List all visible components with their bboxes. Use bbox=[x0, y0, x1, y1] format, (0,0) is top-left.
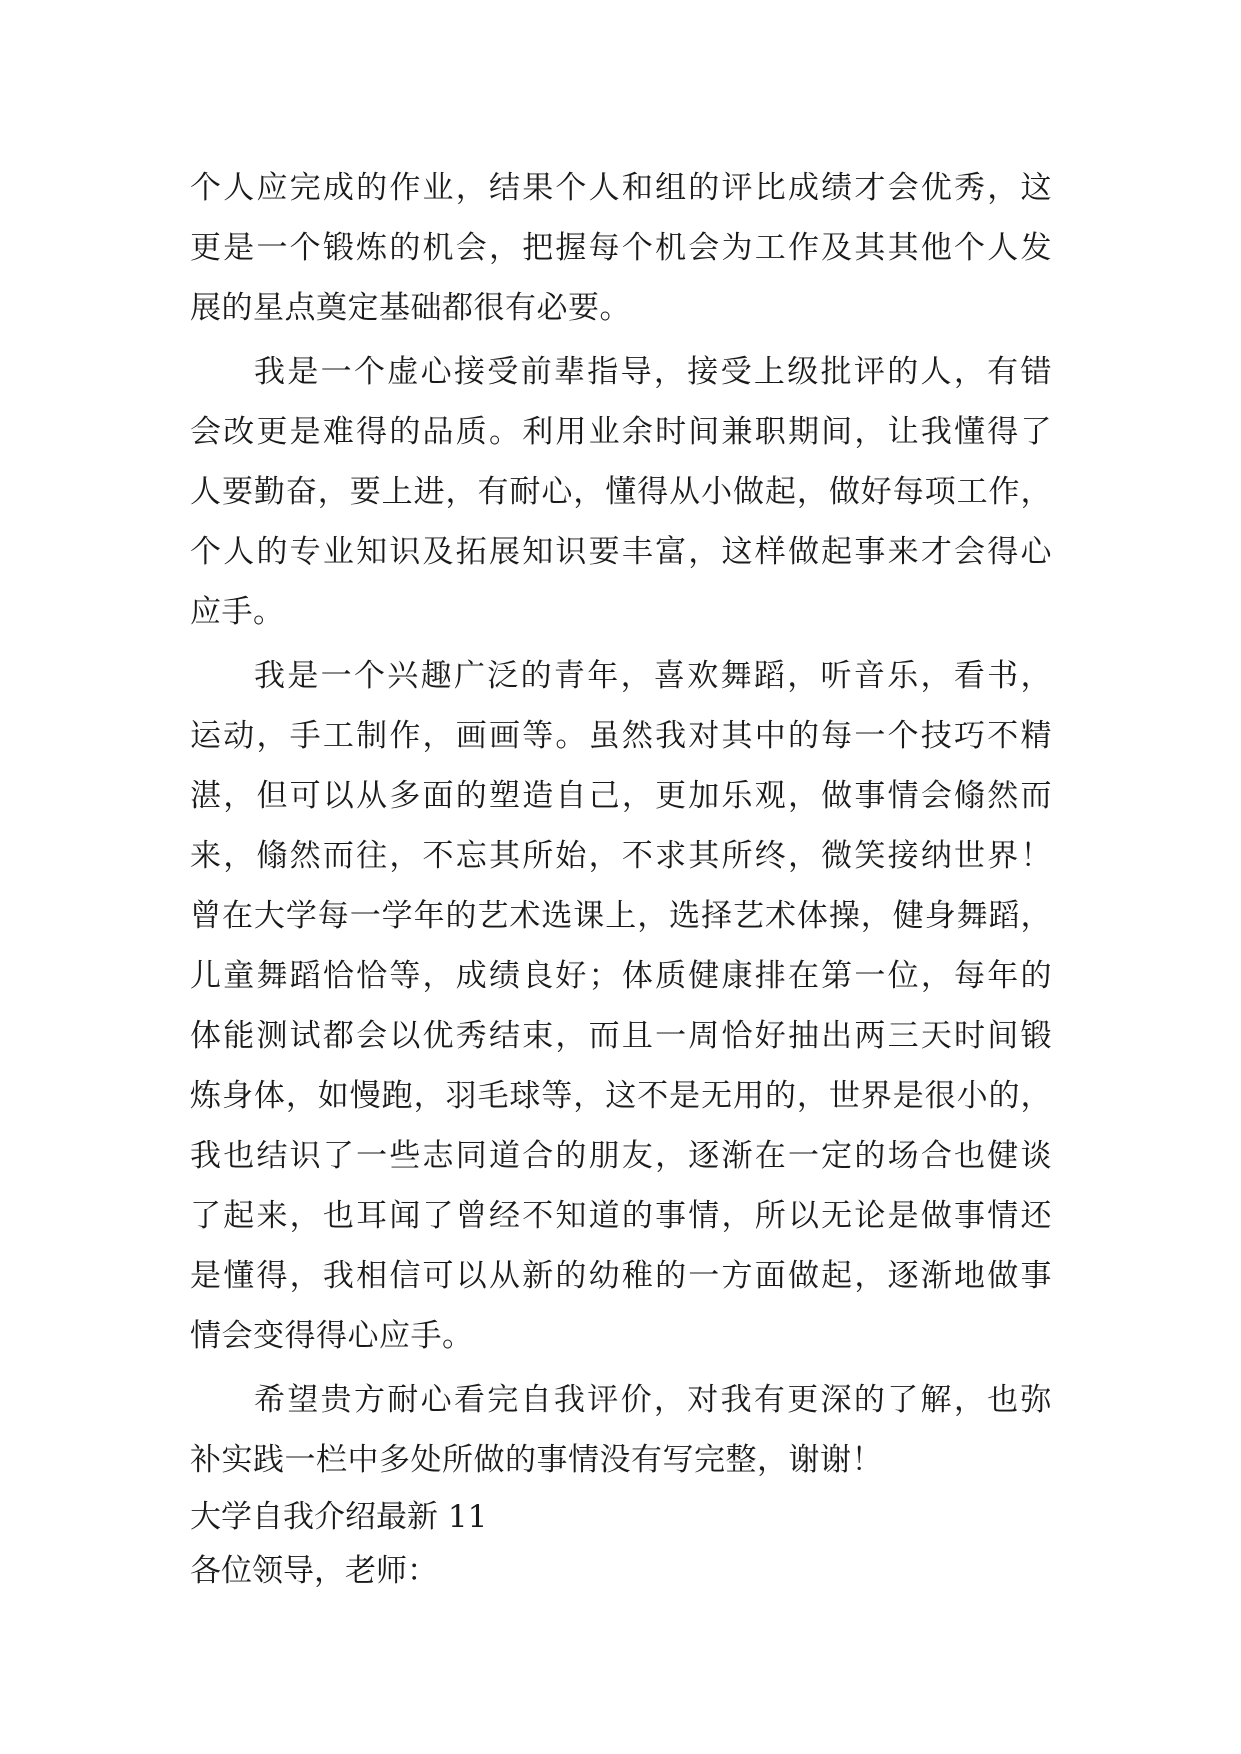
text-line: 我也结识了一些志同道合的朋友，逐渐在一定的场合也健谈 bbox=[190, 1138, 1052, 1174]
text-line: 个人的专业知识及拓展知识要丰富，这样做起事来才会得心 bbox=[190, 534, 1052, 570]
paragraph bbox=[190, 1370, 1052, 1490]
text-line: 了起来，也耳闻了曾经不知道的事情，所以无论是做事情还 bbox=[190, 1198, 1052, 1234]
text-line: 展的星点奠定基础都很有必要。 bbox=[190, 290, 631, 326]
text-line: 我是一个虚心接受前辈指导，接受上级批评的人，有错 bbox=[254, 354, 1052, 390]
text-line: 儿童舞蹈恰恰等，成绩良好；体质健康排在第一位，每年的 bbox=[190, 958, 1052, 994]
paragraph bbox=[190, 158, 1052, 338]
salutation: 各位领导，老师： bbox=[190, 1553, 438, 1589]
text-line: 人要勤奋，要上进，有耐心，懂得从小做起，做好每项工作， bbox=[190, 474, 1052, 510]
paragraph bbox=[190, 646, 1052, 1366]
text-line: 是懂得，我相信可以从新的幼稚的一方面做起，逐渐地做事 bbox=[190, 1258, 1052, 1294]
text-line: 运动，手工制作，画画等。虽然我对其中的每一个技巧不精 bbox=[190, 718, 1052, 754]
text-line: 更是一个锻炼的机会，把握每个机会为工作及其其他个人发 bbox=[190, 230, 1052, 266]
text-line: 曾在大学每一学年的艺术选课上，选择艺术体操，健身舞蹈， bbox=[190, 898, 1052, 934]
text-line: 我是一个兴趣广泛的青年，喜欢舞蹈，听音乐，看书， bbox=[254, 658, 1052, 694]
paragraph bbox=[190, 342, 1052, 642]
text-line: 应手。 bbox=[190, 594, 285, 630]
text-line: 炼身体，如慢跑，羽毛球等，这不是无用的，世界是很小的， bbox=[190, 1078, 1052, 1114]
text-line: 来，翛然而往，不忘其所始，不求其所终，微笑接纳世界！ bbox=[190, 838, 1052, 874]
text-line: 体能测试都会以优秀结束，而且一周恰好抽出两三天时间锻 bbox=[190, 1018, 1052, 1054]
section-title: 大学自我介绍最新 11 bbox=[190, 1499, 488, 1535]
text-line: 希望贵方耐心看完自我评价，对我有更深的了解，也弥 bbox=[254, 1382, 1052, 1418]
text-line: 湛，但可以从多面的塑造自己，更加乐观，做事情会翛然而 bbox=[190, 778, 1052, 814]
text-line: 补实践一栏中多处所做的事情没有写完整，谢谢！ bbox=[190, 1442, 883, 1478]
text-line: 个人应完成的作业，结果个人和组的评比成绩才会优秀，这 bbox=[190, 170, 1052, 206]
document-body bbox=[190, 158, 1052, 1598]
text-line: 情会变得得心应手。 bbox=[190, 1318, 474, 1354]
text-line: 会改更是难得的品质。利用业余时间兼职期间，让我懂得了 bbox=[190, 414, 1052, 450]
